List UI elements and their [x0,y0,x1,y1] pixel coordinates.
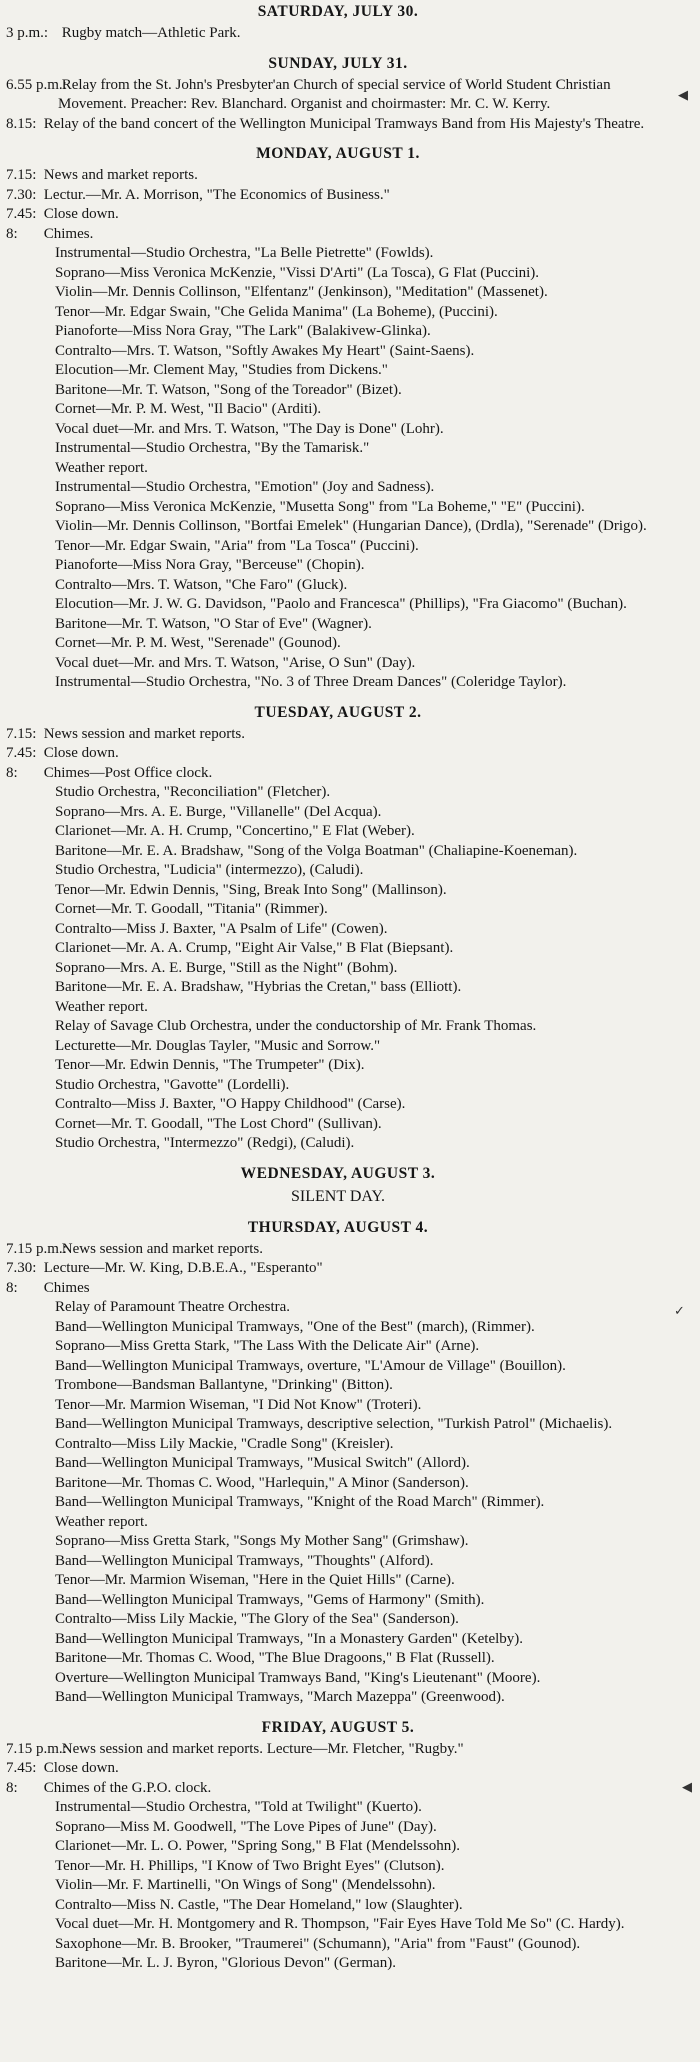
programme-item: Baritone—Mr. Thomas C. Wood, "The Blue Dragoons," B Flat (Russell). [55,1650,495,1666]
schedule-line [6,725,670,745]
programme-item: Tenor—Mr. Edwin Dennis, "Sing, Break Into Song" (Mallinson). [55,881,447,898]
programme-item: Instrumental—Studio Orchestra, "La Belle Pietrette" (Fowlds). [55,245,434,261]
programme-item: Studio Orchestra, "Ludicia" (intermezzo), (Caludi). [55,862,364,878]
programme-item: Contralto—Miss J. Baxter, "O Happy Childhood" (Carse). [55,1096,406,1112]
schedule-time: 8.15: [6,115,37,132]
radio-programme-column [6,0,670,1974]
programme-item: Soprano—Mrs. A. E. Burge, "Still as the Night" (Bohm). [55,959,398,976]
schedule-time: 7.15: [6,725,37,742]
programme-item: Band—Wellington Municipal Tramways, "One of the Best" (march), (Rimmer). [55,1318,535,1335]
day-heading: MONDAY, AUGUST 1. [256,145,420,162]
day-heading: TUESDAY, AUGUST 2. [254,703,422,721]
programme-item: Vocal duet—Mr. H. Montgomery and R. Thompson, "Fair Eyes Have Told Me So" (C. Hardy). [55,1916,625,1932]
schedule-time: 6.55 p.m.: [6,76,67,93]
programme-item: Pianoforte—Miss Nora Gray, "The Lark" (Balakivew-Glinka). [55,323,431,339]
programme-item: Violin—Mr. Dennis Collinson, "Elfentanz" (Jenkinson), "Meditation" (Massenet). [55,284,548,300]
schedule-line [6,1279,670,1299]
programme-item: Lecturette—Mr. Douglas Tayler, "Music and Sorrow." [55,1037,381,1054]
schedule-line [6,1259,670,1279]
programme-item: Studio Orchestra, "Intermezzo" (Redgi), (Caludi). [55,1135,355,1151]
programme-item: Baritone—Mr. E. A. Bradshaw, "Song of the Volga Boatman" (Chaliapine-Koeneman). [55,842,578,859]
schedule-text: Chimes [43,1279,90,1296]
programme-item: Tenor—Mr. Marmion Wiseman, "I Did Not Know" (Troteri). [55,1396,422,1413]
programme-item: Tenor—Mr. H. Phillips, "I Know of Two Bright Eyes" (Clutson). [55,1857,445,1874]
section-gap [6,1154,670,1162]
programme-item: Clarionet—Mr. A. H. Crump, "Concertino," E Flat (Weber). [55,823,415,839]
schedule-line [6,205,670,225]
programme-item: Relay of Paramount Theatre Orchestra. [55,1299,291,1315]
programme-item: Band—Wellington Municipal Tramways, "Musical Switch" (Allord). [55,1455,470,1471]
schedule-text: News session and market reports. [61,1240,263,1257]
programme-item: Relay of Savage Club Orchestra, under the conductorship of Mr. Frank Thomas. [55,1018,537,1034]
schedule-time: 8: [6,764,18,781]
programme-item: Soprano—Mrs. A. E. Burge, "Villanelle" (Del Acqua). [55,803,382,820]
schedule-text: Chimes of the G.P.O. clock. [43,1779,212,1796]
programme-item: Studio Orchestra, "Reconciliation" (Fletcher). [55,784,331,800]
programme-item: Band—Wellington Municipal Tramways, overture, "L'Amour de Village" (Bouillon). [55,1357,566,1374]
section-gap [6,44,670,52]
schedule-text: Rugby match—Athletic Park. [61,25,241,41]
schedule-time: 8: [6,225,18,242]
schedule-time: 8: [6,1279,18,1296]
schedule-text: Relay of the band concert of the Wellington Municipal Tramways Band from His Majesty's Theatre. [43,115,645,132]
programme-item: Soprano—Miss Gretta Stark, "The Lass With the Delicate Air" (Arne). [55,1338,480,1354]
schedule-text: News session and market reports. Lecture—Mr. Fletcher, "Rugby." [61,1740,464,1757]
section-gap [6,693,670,701]
programme-item: Instrumental—Studio Orchestra, "No. 3 of Three Dream Dances" (Coleridge Taylor). [55,674,567,690]
schedule-text: Close down. [43,1760,119,1776]
programme-item: Weather report. [55,998,148,1015]
programme-item: Pianoforte—Miss Nora Gray, "Berceuse" (Chopin). [55,557,365,573]
programme-item: Elocution—Mr. J. W. G. Davidson, "Paolo and Francesca" (Phillips), "Fra Giacomo" (Buchan). [55,596,627,612]
programme-item: Band—Wellington Municipal Tramways, "March Mazeppa" (Greenwood). [55,1689,505,1705]
schedule-text: Chimes. [43,225,94,242]
programme-item: Weather report. [55,459,148,476]
schedule-time: 7.30: [6,186,37,203]
schedule-line [6,764,670,784]
programme-item: Studio Orchestra, "Gavotte" (Lordelli). [55,1076,290,1093]
programme-item: Tenor—Mr. Edgar Swain, "Che Gelida Manima" (La Boheme), (Puccini). [55,303,498,320]
section-gap [6,1708,670,1716]
schedule-text: News and market reports. [43,167,198,183]
schedule-time: 3 p.m.: [6,25,49,41]
schedule-line [6,24,670,44]
programme-item: Contralto—Mrs. T. Watson, "Softly Awakes My Heart" (Saint-Saens). [55,342,475,359]
schedule-text: Close down. [43,206,119,222]
schedule-text: Chimes—Post Office clock. [43,764,213,781]
programme-item: Soprano—Miss Veronica McKenzie, "Vissi D'Arti" (La Tosca), G Flat (Puccini). [55,264,540,281]
programme-item: Instrumental—Studio Orchestra, "By the Tamarisk." [55,440,370,456]
programme-item: Contralto—Miss N. Castle, "The Dear Homeland," low (Slaughter). [55,1896,463,1913]
schedule-line [6,1759,670,1779]
programme-item: Contralto—Miss J. Baxter, "A Psalm of Life" (Cowen). [55,920,388,937]
programme-item: Band—Wellington Municipal Tramways, "Knight of the Road March" (Rimmer). [55,1494,545,1510]
schedule-line [6,225,670,245]
programme-item: Soprano—Miss M. Goodwell, "The Love Pipes of June" (Day). [55,1818,437,1835]
schedule-time: 7.45: [6,206,37,222]
schedule-time: 7.45: [6,1760,37,1776]
day-heading: SUNDAY, JULY 31. [268,54,408,72]
programme-item: Contralto—Miss Lily Mackie, "Cradle Song" (Kreisler). [55,1435,394,1452]
programme-item: Violin—Mr. Dennis Collinson, "Bortfai Emelek" (Hungarian Dance), (Drdla), "Serenade" (Drigo). [55,518,647,534]
schedule-line [6,115,670,135]
programme-item: Band—Wellington Municipal Tramways, "In a Monastery Garden" (Ketelby). [55,1630,524,1647]
schedule-time: 7.45: [6,745,37,761]
programme-item: Tenor—Mr. Edwin Dennis, "The Trumpeter" (Dix). [55,1057,365,1073]
programme-item: Cornet—Mr. P. M. West, "Serenade" (Gounod). [55,635,341,651]
schedule-text: News session and market reports. [43,725,245,742]
schedule-text: Lectur.—Mr. A. Morrison, "The Economics of Business." [43,186,390,203]
programme-item: Instrumental—Studio Orchestra, "Emotion" (Joy and Sadness). [55,479,435,495]
programme-item: Saxophone—Mr. B. Brooker, "Traumerei" (Schumann), "Aria" from "Faust" (Gounod). [55,1935,581,1952]
programme-item: Vocal duet—Mr. and Mrs. T. Watson, "The Day is Done" (Lohr). [55,420,444,437]
programme-item: Elocution—Mr. Clement May, "Studies from Dickens." [55,362,388,378]
schedule-time: 7.15 p.m.: [6,1740,67,1757]
programme-item: Baritone—Mr. L. J. Byron, "Glorious Devon" (German). [55,1955,396,1971]
programme-item: Baritone—Mr. T. Watson, "O Star of Eve" (Wagner). [55,615,372,632]
programme-item: Baritone—Mr. E. A. Bradshaw, "Hybrias the Cretan," bass (Elliott). [55,979,462,995]
day-heading: THURSDAY, AUGUST 4. [247,1218,429,1236]
programme-item: Clarionet—Mr. A. A. Crump, "Eight Air Valse," B Flat (Biepsant). [55,940,454,956]
programme-item: Cornet—Mr. T. Goodall, "The Lost Chord" (Sullivan). [55,1115,382,1132]
schedule-time: 7.15: [6,167,37,183]
programme-item: Band—Wellington Municipal Tramways, descriptive selection, "Turkish Patrol" (Michaelis). [55,1416,613,1432]
schedule-time: 7.15 p.m.: [6,1240,67,1257]
section-gap [6,1208,670,1216]
programme-item: Instrumental—Studio Orchestra, "Told at Twilight" (Kuerto). [55,1799,422,1815]
margin-mark: ◀ [678,88,688,103]
programme-item: Tenor—Mr. Edgar Swain, "Aria" from "La Tosca" (Puccini). [55,537,419,554]
section-gap [6,134,670,142]
schedule-text: Relay from the St. John's Presbyter'an Church of special service of World Student Christian Movement. Preacher: Rev. Blanchard. Organist and choirmaster: Mr. C. W. Kerry. [58,76,611,112]
day-heading: WEDNESDAY, AUGUST 3. [240,1164,436,1182]
programme-item: Vocal duet—Mr. and Mrs. T. Watson, "Arise, O Sun" (Day). [55,654,416,671]
programme-item: Baritone—Mr. Thomas C. Wood, "Harlequin," A Minor (Sanderson). [55,1474,469,1491]
programme-item: Contralto—Miss Lily Mackie, "The Glory of the Sea" (Sanderson). [55,1611,459,1627]
programme-item: Contralto—Mrs. T. Watson, "Che Faro" (Gluck). [55,576,348,593]
silent-day-note: SILENT DAY. [291,1187,385,1205]
programme-item: Weather report. [55,1513,148,1530]
schedule-time: 7.30: [6,1260,37,1276]
schedule-line [6,76,670,115]
programme-item: Baritone—Mr. T. Watson, "Song of the Toreador" (Bizet). [55,381,402,398]
programme-item: Violin—Mr. F. Martinelli, "On Wings of Song" (Mendelssohn). [55,1877,436,1893]
schedule-line [6,744,670,764]
programme-item: Trombone—Bandsman Ballantyne, "Drinking" (Bitton). [55,1377,393,1393]
schedule-text: Lecture—Mr. W. King, D.B.E.A., "Esperanto" [43,1260,323,1276]
margin-mark: ✓ [674,1304,685,1319]
day-heading: FRIDAY, AUGUST 5. [261,1718,415,1736]
schedule-time: 8: [6,1779,18,1796]
programme-item: Cornet—Mr. T. Goodall, "Titania" (Rimmer). [55,901,328,917]
day-heading: SATURDAY, JULY 30. [257,3,419,20]
programme-item: Overture—Wellington Municipal Tramways Band, "King's Lieutenant" (Moore). [55,1669,541,1686]
programme-item: Soprano—Miss Gretta Stark, "Songs My Mother Sang" (Grimshaw). [55,1533,469,1549]
programme-item: Soprano—Miss Veronica McKenzie, "Musetta Song" from "La Boheme," "E" (Puccini). [55,498,585,515]
schedule-text: Close down. [43,745,119,761]
programme-item: Band—Wellington Municipal Tramways, "Thoughts" (Alford). [55,1552,434,1569]
programme-item: Cornet—Mr. P. M. West, "Il Bacio" (Arditi). [55,401,322,417]
margin-mark: ◀ [682,1780,692,1795]
schedule-line [6,166,670,186]
programme-item: Band—Wellington Municipal Tramways, "Gems of Harmony" (Smith). [55,1591,485,1608]
schedule-line [6,1740,670,1760]
programme-item: Clarionet—Mr. L. O. Power, "Spring Song," B Flat (Mendelssohn). [55,1838,460,1854]
schedule-line [6,1240,670,1260]
schedule-line [6,1779,670,1799]
schedule-line [6,186,670,206]
programme-item: Tenor—Mr. Marmion Wiseman, "Here in the Quiet Hills" (Carne). [55,1572,455,1588]
